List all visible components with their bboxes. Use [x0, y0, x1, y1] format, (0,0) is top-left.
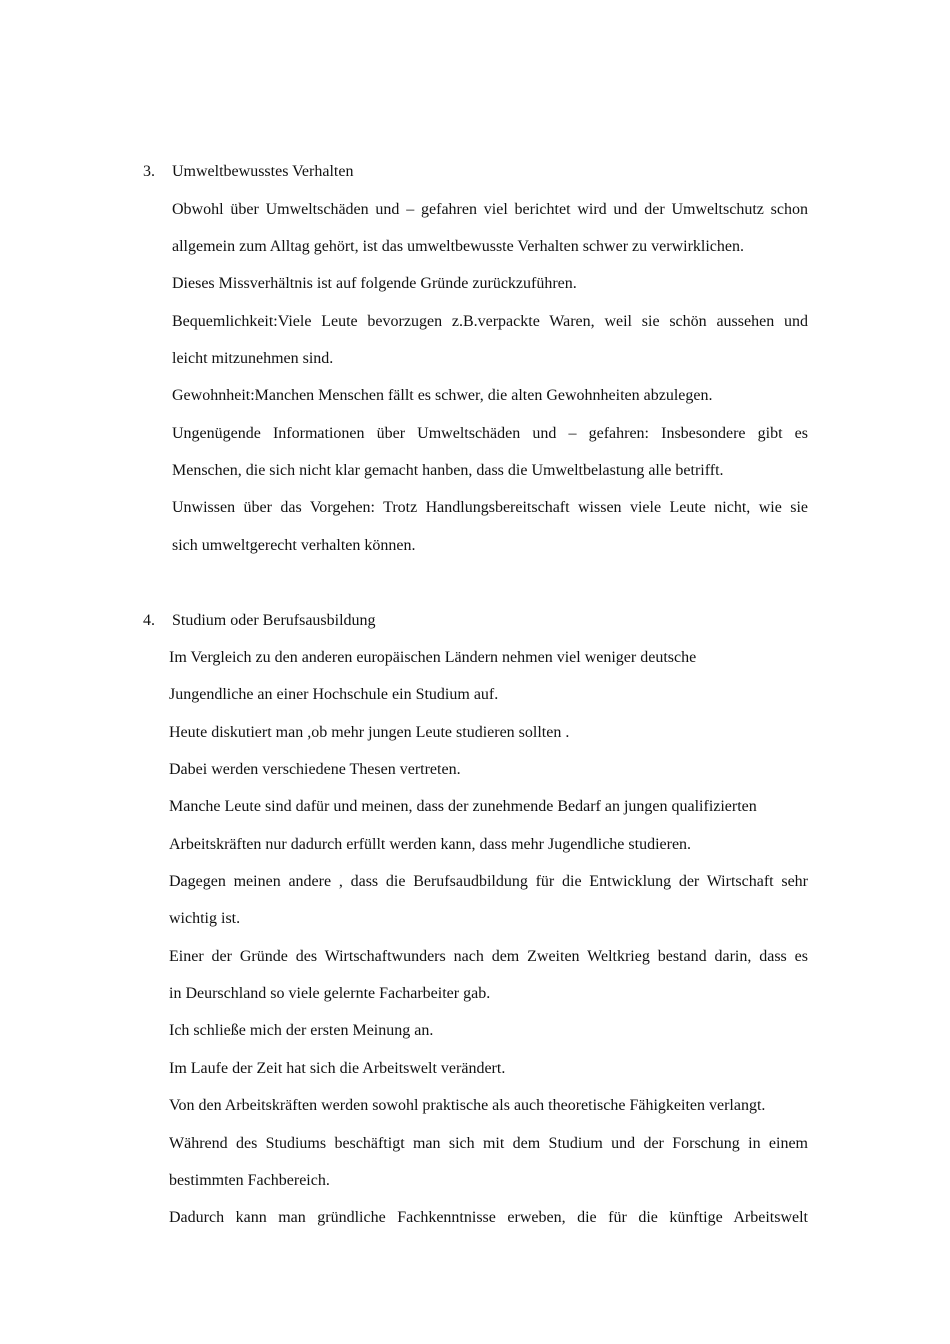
section-3-line: Dieses Missverhältnis ist auf folgende Gründe zurückzuführen. [172, 275, 577, 292]
section-4-line: Ich schließe mich der ersten Meinung an. [169, 1022, 434, 1039]
section-4-line: Einer der Gründe des Wirtschaftwunders nach dem Zweiten Weltkrieg bestand darin, dass es [169, 948, 808, 965]
section-4-line: Heute diskutiert man ,ob mehr jungen Leute studieren sollten . [169, 724, 570, 741]
section-4-line: Während des Studiums beschäftigt man sich mit dem Studium und der Forschung in einem [169, 1135, 808, 1152]
section-3-line: Obwohl über Umweltschäden und – gefahren viel berichtet wird und der Umweltschutz schon [172, 201, 808, 218]
section-4-line: Dadurch kann man gründliche Fachkenntnisse erweben, die für die künftige Arbeitswelt [169, 1209, 808, 1226]
section-3-line: Gewohnheit:Manchen Menschen fällt es schwer, die alten Gewohnheiten abzulegen. [172, 387, 713, 404]
section-4-line: wichtig ist. [169, 910, 241, 927]
section-4-line: Im Vergleich zu den anderen europäischen Ländern nehmen viel weniger deutsche [169, 649, 697, 666]
section-3-line: Bequemlichkeit:Viele Leute bevorzugen z.B.verpackte Waren, weil sie schön aussehen und [172, 313, 808, 330]
section-3-line: leicht mitzunehmen sind. [172, 350, 334, 367]
section-4-line: Dabei werden verschiedene Thesen vertreten. [169, 761, 461, 778]
section-4-line: in Deurschland so viele gelernte Facharbeiter gab. [169, 985, 491, 1002]
section-4-line: Von den Arbeitskräften werden sowohl praktische als auch theoretische Fähigkeiten verlangt. [169, 1097, 766, 1114]
section-4-number: 4. [143, 612, 155, 629]
section-3-line: allgemein zum Alltag gehört, ist das umweltbewusste Verhalten schwer zu verwirklichen. [172, 238, 744, 255]
section-4-line: Jungendliche an einer Hochschule ein Studium auf. [169, 686, 499, 703]
section-3-number: 3. [143, 163, 155, 180]
section-4-heading: Studium oder Berufsausbildung [172, 612, 376, 629]
section-3-line: Ungenügende Informationen über Umweltschäden und – gefahren: Insbesondere gibt es [172, 425, 808, 442]
section-4-line: bestimmten Fachbereich. [169, 1172, 330, 1189]
section-3-line: sich umweltgerecht verhalten können. [172, 537, 416, 554]
section-4-line: Dagegen meinen andere , dass die Berufsaudbildung für die Entwicklung der Wirtschaft sehr [169, 873, 808, 890]
section-4-line: Manche Leute sind dafür und meinen, dass der zunehmende Bedarf an jungen qualifizierten [169, 798, 757, 815]
section-3-heading: Umweltbewusstes Verhalten [172, 163, 354, 180]
section-3-line: Unwissen über das Vorgehen: Trotz Handlungsbereitschaft wissen viele Leute nicht, wie sie [172, 499, 808, 516]
section-4-line: Arbeitskräften nur dadurch erfüllt werden kann, dass mehr Jugendliche studieren. [169, 836, 692, 853]
section-3-line: Menschen, die sich nicht klar gemacht hanben, dass die Umweltbelastung alle betrifft. [172, 462, 724, 479]
section-4-line: Im Laufe der Zeit hat sich die Arbeitswelt verändert. [169, 1060, 506, 1077]
